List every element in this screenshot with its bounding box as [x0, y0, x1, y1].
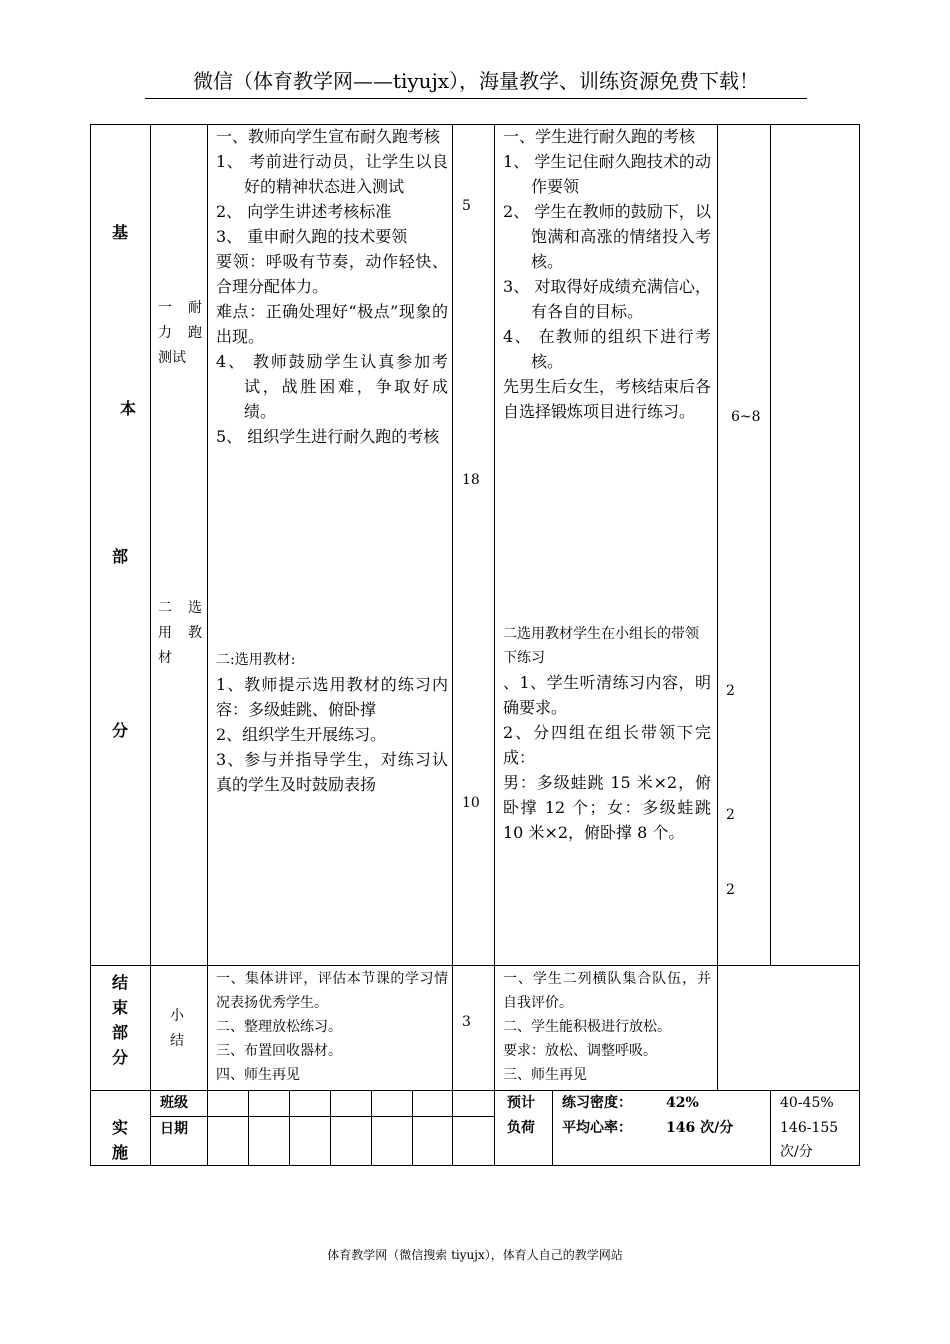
time-value: 3 [462, 1014, 471, 1030]
student-line: 4、 在教师的组织下进行考核。 [503, 327, 711, 371]
count-value: 2 [726, 683, 735, 699]
student-line: 2、分四组在组长带领下完成： [503, 723, 711, 767]
load-label: 预计负荷 [507, 1095, 535, 1136]
teacher-line: 2、 向学生讲述考核标准 [216, 202, 392, 221]
teacher-line: 一、集体讲评，评估本节课的学习情况表扬优秀学生。 [216, 971, 448, 1011]
count-value: 6~8 [731, 409, 761, 425]
heart-rate-range: 146-155 [780, 1120, 839, 1136]
heart-rate-label: 平均心率： [562, 1120, 632, 1136]
heart-rate-value: 146 次/分 [666, 1120, 734, 1136]
student-line: 二、学生能积极进行放松。 [503, 1019, 671, 1035]
student-line: 要求：放松、调整呼吸。 [503, 1043, 657, 1059]
time-value: 18 [462, 472, 480, 488]
density-range: 40-45% [780, 1095, 834, 1111]
teacher-line: 一、教师向学生宣布耐久跑考核 [216, 127, 441, 146]
student-activity-part2 [503, 622, 711, 845]
teacher-activity-part2 [216, 648, 448, 797]
student-line: 三、师生再见 [503, 1067, 587, 1083]
section-end-char: 束 [112, 998, 129, 1017]
teacher-line: 3、参与并指导学生，对练习认真的学生及时鼓励表扬 [216, 750, 448, 794]
teacher-activity-end [216, 967, 448, 1087]
density-value: 42% [666, 1095, 699, 1111]
section-impl-char: 施 [112, 1143, 129, 1162]
date-label: 日期 [160, 1121, 188, 1137]
time-value: 10 [462, 795, 480, 811]
teacher-line: 难点：正确处理好“极点”现象的出现。 [216, 302, 448, 346]
section-end-char: 分 [112, 1048, 129, 1067]
teacher-line: 三、布置回收器材。 [216, 1043, 342, 1059]
teacher-line: 要领：呼吸有节奏，动作轻快、合理分配体力。 [216, 252, 448, 296]
count-value: 2 [726, 807, 735, 823]
class-label: 班级 [160, 1095, 188, 1111]
section-main-char: 部 [112, 547, 129, 566]
section-end-char: 部 [112, 1023, 129, 1042]
student-line: 男：多级蛙跳 15 米×2，俯卧撑 12 个；女：多级蛙跳 10 米×2，俯卧撑 8 个。 [503, 773, 711, 842]
page-header: 微信（体育教学网——tiyujx），海量教学、训练资源免费下载！ [145, 64, 807, 99]
student-activity-end [503, 967, 711, 1087]
teacher-activity-part1 [216, 124, 448, 449]
teacher-line: 4、 教师鼓励学生认真参加考试，战胜困难，争取好成绩。 [216, 352, 448, 421]
teacher-line: 1、教师提示选用教材的练习内容：多级蛙跳、俯卧撑 [216, 675, 448, 719]
teacher-line: 2、组织学生开展练习。 [216, 725, 387, 744]
section-main-char: 本 [120, 399, 137, 418]
student-line: 先男生后女生，考核结束后各自选择锻炼项目进行练习。 [503, 377, 712, 421]
teacher-line: 二:选用教材: [216, 652, 296, 668]
content-item-endurance-run: 一 耐 力 跑 测试 [158, 300, 202, 366]
teacher-line: 3、 重申耐久跑的技术要领 [216, 227, 408, 246]
student-line: 、1、学生听清练习内容，明确要求。 [503, 673, 711, 717]
page-footer: 体育教学网（微信搜索 tiyujx），体育人自己的教学网站 [327, 1248, 623, 1262]
student-line: 二选用教材学生在小组长的带领下练习 [503, 626, 699, 666]
student-line: 一、学生进行耐久跑的考核 [503, 127, 696, 146]
time-value: 5 [462, 198, 471, 214]
student-line: 1、 学生记住耐久跑技术的动作要领 [503, 152, 711, 196]
teacher-line: 1、 考前进行动员，让学生以良好的精神状态进入测试 [216, 152, 448, 196]
student-line: 2、 学生在教师的鼓励下，以饱满和高涨的情绪投入考核。 [503, 202, 711, 271]
section-main-char: 分 [112, 721, 129, 740]
teacher-line: 四、师生再见 [216, 1067, 300, 1083]
section-impl-char: 实 [112, 1118, 129, 1137]
density-label: 练习密度： [562, 1095, 632, 1111]
content-item-optional-material: 二 选 用 教 材 [158, 600, 202, 666]
content-item-summary: 小 结 [170, 1008, 184, 1049]
count-value: 2 [726, 882, 735, 898]
section-main-char: 基 [112, 223, 129, 242]
student-line: 3、 对取得好成绩充满信心，有各自的目标。 [503, 277, 711, 321]
section-end-char: 结 [112, 973, 129, 992]
heart-rate-unit: 次/分 [780, 1144, 813, 1160]
student-activity-part1 [503, 124, 711, 424]
teacher-line: 二、整理放松练习。 [216, 1019, 342, 1035]
student-line: 一、学生二列横队集合队伍，并自我评价。 [503, 971, 711, 1011]
teacher-line: 5、 组织学生进行耐久跑的考核 [216, 427, 440, 446]
